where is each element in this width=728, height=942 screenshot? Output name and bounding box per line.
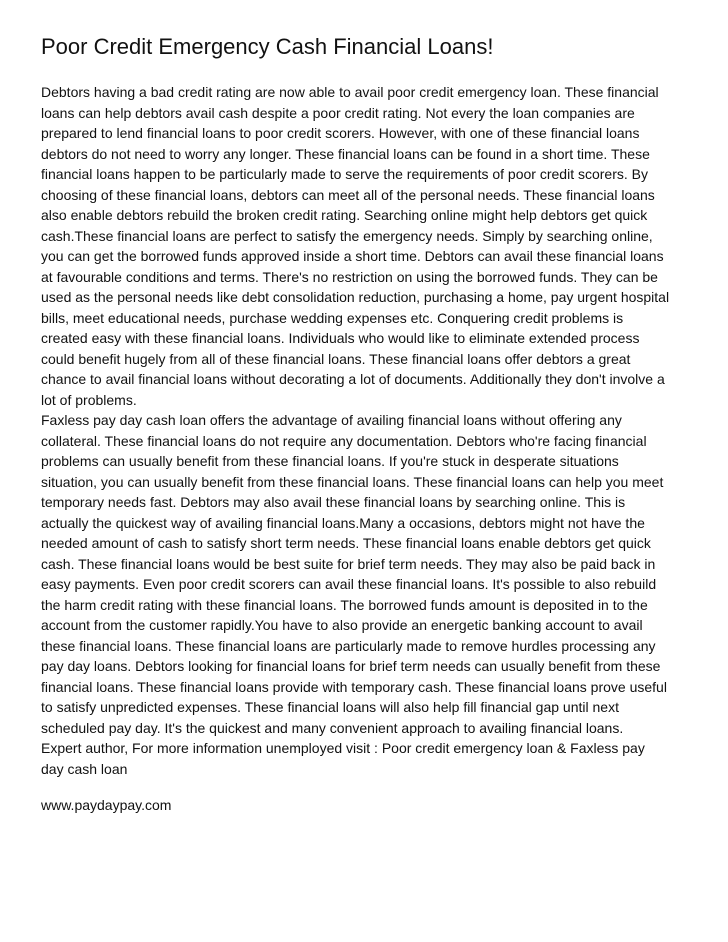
text-line: financial loans happen to be particularly made to serve the requirements of poor credit scorers. By bbox=[41, 166, 648, 182]
text-line: choosing of these financial loans, debtors can meet all of the personal needs. These financial loans bbox=[41, 186, 655, 203]
text-line: debtors do not need to worry any longer. These financial loans can be found in a short time. These bbox=[41, 145, 650, 162]
text-line: at favourable conditions and terms. There's no restriction on using the borrowed funds. They can be bbox=[41, 268, 658, 285]
text-line: these financial loans. These financial loans are particularly made to remove hurdles processing any bbox=[41, 637, 656, 654]
text-line: temporary needs fast. Debtors may also avail these financial loans by searching online. This is bbox=[41, 494, 626, 510]
text-line: pay day loans. Debtors looking for financial loans for brief term needs can usually benefit from these bbox=[41, 658, 661, 674]
text-line: also enable debtors rebuild the broken credit rating. Searching online might help debtors get quick bbox=[41, 207, 648, 223]
text-line: Faxless pay day cash loan offers the advantage of availing financial loans without offering any bbox=[41, 412, 622, 428]
text-line: chance to avail financial loans without decorating a lot of documents. Additionally they don't involve a bbox=[41, 371, 665, 387]
text-line: financial loans. These financial loans provide with temporary cash. These financial loans prove useful bbox=[41, 678, 667, 695]
text-line: needed amount of cash to satisfy short term needs. These financial loans enable debtors get quick bbox=[41, 535, 651, 551]
text-line: problems can usually benefit from these financial loans. If you're stuck in desperate situations bbox=[41, 453, 619, 469]
text-line: the harm credit rating with these financial loans. The borrowed funds amount is deposited in to the bbox=[41, 596, 648, 613]
text-line: collateral. These financial loans do not require any documentation. Debtors who're facing financial bbox=[41, 432, 647, 449]
text-line: actually the quickest way of availing financial loans.Many a occasions, debtors might not have the bbox=[41, 514, 645, 531]
text-line: could benefit hugely from all of these financial loans. These financial loans offer debtors a great bbox=[41, 350, 631, 367]
text-line: day cash loan bbox=[41, 760, 128, 777]
text-line: bills, meet educational needs, purchase wedding expenses etc. Conquering credit problems is bbox=[41, 309, 624, 326]
text-line: lot of problems. bbox=[41, 391, 137, 408]
text-line: account from the customer rapidly.You have to also provide an energetic banking account to avail bbox=[41, 617, 643, 633]
text-line: easy payments. Even poor credit scorers can avail these financial loans. It's possible to also rebuild bbox=[41, 576, 657, 592]
text-line: situation, you can usually benefit from these financial loans. These financial loans can help you meet bbox=[41, 473, 664, 490]
text-line: Expert author, For more information unemployed visit : Poor credit emergency loan & Faxless pay bbox=[41, 740, 645, 756]
text-line: Debtors having a bad credit rating are now able to avail poor credit emergency loan. These financial bbox=[41, 84, 659, 100]
body-text bbox=[41, 82, 689, 779]
document-page bbox=[41, 32, 689, 816]
text-line: cash. These financial loans would be best suite for brief term needs. They may also be paid back in bbox=[41, 555, 656, 572]
footer-url: www.paydaypay.com bbox=[41, 797, 172, 813]
paragraph-gap bbox=[41, 779, 689, 795]
text-line: you can get the borrowed funds approved inside a short time. Debtors can avail these financial loans bbox=[41, 248, 664, 264]
page-title: Poor Credit Emergency Cash Financial Loans! bbox=[41, 34, 494, 59]
text-line: used as the personal needs like debt consolidation reduction, purchasing a home, pay urgent hospital bbox=[41, 289, 670, 305]
text-line: loans can help debtors avail cash despite a poor credit rating. Not every the loan companies are bbox=[41, 104, 635, 121]
text-line: prepared to lend financial loans to poor credit scorers. However, with one of these financial loans bbox=[41, 125, 640, 141]
text-line: created easy with these financial loans. Individuals who would like to eliminate extended process bbox=[41, 330, 640, 346]
text-line: cash.These financial loans are perfect to satisfy the emergency needs. Simply by searching online, bbox=[41, 227, 653, 244]
text-line: scheduled pay day. It's the quickest and many convenient approach to availing financial loans. bbox=[41, 719, 624, 736]
text-line: to satisfy unpredicted expenses. These financial loans will also help fill financial gap until next bbox=[41, 699, 619, 715]
